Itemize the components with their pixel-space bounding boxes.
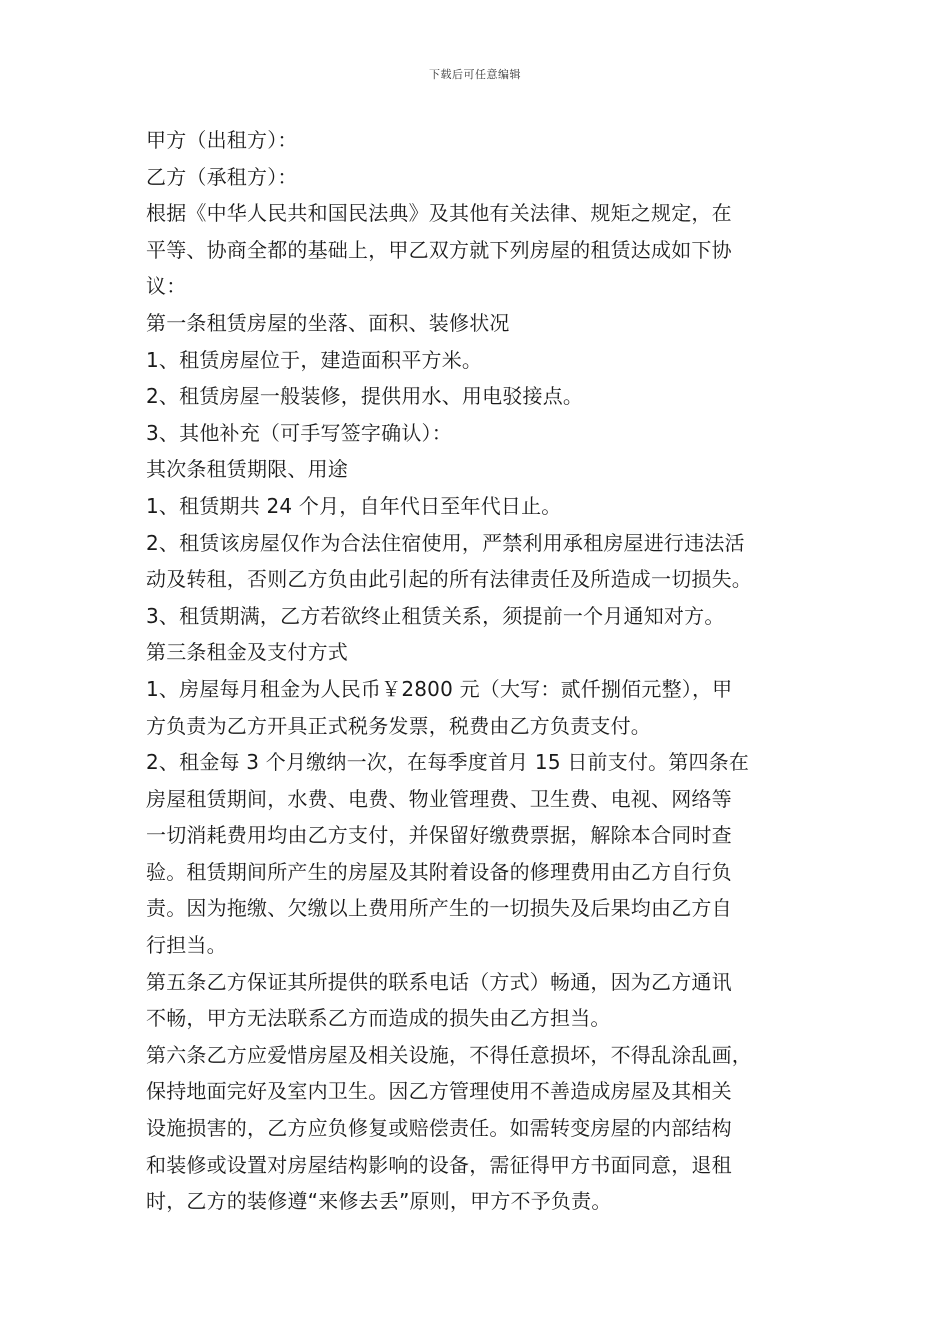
document-line: 和装修或设置对房屋结构影响的设备，需征得甲方书面同意，退租: [146, 1152, 732, 1177]
document-line: 保持地面完好及室内卫生。因乙方管理使用不善造成房屋及其相关: [146, 1079, 732, 1104]
document-line: 乙方（承租方）：: [146, 164, 298, 189]
document-line: 3、其他补充（可手写签字确认）：: [146, 420, 452, 445]
document-line: 2、租金每 3 个月缴纳一次，在每季度首月 15 日前支付。第四条在: [146, 750, 750, 775]
document-line: 第六条乙方应爱惜房屋及相关设施，不得任意损坏，不得乱涂乱画，: [146, 1042, 752, 1067]
document-line: 动及转租，否则乙方负由此引起的所有法律责任及所造成一切损失。: [146, 567, 752, 592]
document-line: 平等、协商全都的基础上，甲乙双方就下列房屋的租赁达成如下协: [146, 237, 732, 262]
document-line: 一切消耗费用均由乙方支付，并保留好缴费票据，解除本合同时查: [146, 823, 732, 848]
document-line: 房屋租赁期间，水费、电费、物业管理费、卫生费、电视、网络等: [146, 786, 732, 811]
document-line: 行担当。: [146, 933, 227, 958]
document-line: 1、租赁房屋位于，建造面积平方米。: [146, 347, 483, 372]
document-line: 不畅，甲方无法联系乙方而造成的损失由乙方担当。: [146, 1006, 611, 1031]
document-line: 责。因为拖缴、欠缴以上费用所产生的一切损失及后果均由乙方自: [146, 896, 732, 921]
document-line: 2、租赁房屋一般装修，提供用水、用电驳接点。: [146, 384, 584, 409]
document-line: 时，乙方的装修遵“来修去丢”原则，甲方不予负责。: [146, 1189, 612, 1214]
document-line: 1、租赁期共 24 个月，自年代日至年代日止。: [146, 493, 562, 518]
document-line: 1、房屋每月租金为人民币￥2800 元（大写：贰仟捌佰元整），甲: [146, 676, 733, 701]
document-body: [146, 122, 808, 1220]
document-line: 设施损害的，乙方应负修复或赔偿责任。如需转变房屋的内部结构: [146, 1116, 732, 1141]
document-line: 其次条租赁期限、用途: [146, 457, 348, 482]
document-line: 甲方（出租方）：: [146, 128, 298, 152]
document-line: 议：: [146, 274, 187, 299]
document-line: 验。租赁期间所产生的房屋及其附着设备的修理费用由乙方自行负: [146, 859, 732, 884]
document-line: 2、租赁该房屋仅作为合法住宿使用，严禁利用承租房屋进行违法活: [146, 530, 745, 555]
page-header: 下载后可任意编辑: [429, 68, 521, 81]
document-line: 根据《中华人民共和国民法典》及其他有关法律、规矩之规定，在: [146, 201, 732, 226]
document-line: 第五条乙方保证其所提供的联系电话（方式）畅通，因为乙方通讯: [146, 969, 732, 994]
document-line: 第一条租赁房屋的坐落、面积、装修状况: [146, 310, 510, 335]
document-line: 方负责为乙方开具正式税务发票，税费由乙方负责支付。: [146, 713, 651, 738]
document-line: 3、租赁期满，乙方若欲终止租赁关系，须提前一个月通知对方。: [146, 603, 725, 628]
document-line: 第三条租金及支付方式: [146, 640, 348, 665]
